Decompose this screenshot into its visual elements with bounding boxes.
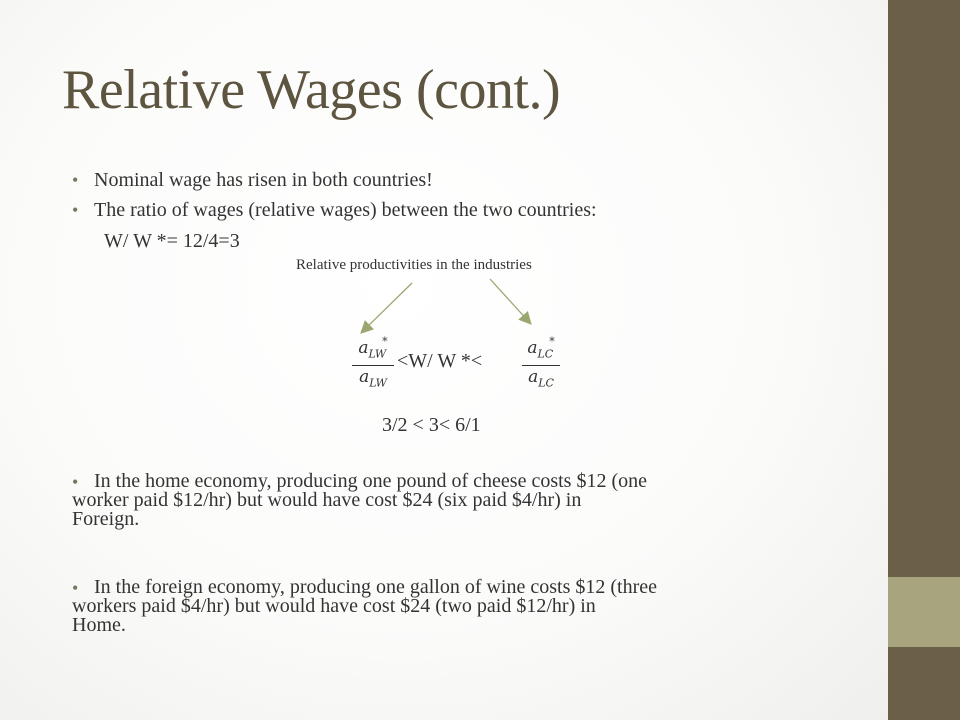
sidebar-light-band: [888, 577, 960, 647]
bullet-dot: •: [72, 200, 79, 220]
right-arrow: [490, 279, 530, 323]
bullet-text: Nominal wage has risen in both countries!: [94, 169, 433, 191]
bullet-dot: •: [72, 578, 79, 598]
left-arrow: [362, 283, 412, 332]
numeric-inequality: 3/2 < 3< 6/1: [382, 414, 481, 436]
sidebar-dark-bottom: [888, 647, 960, 720]
right-fraction: $a_{LC}^*$ $a_{LC}$: [522, 338, 560, 394]
paragraph-text: In the home economy, producing one pound of cheese costs $12 (one worker paid $12/hr) but would have cost $24 (six paid $4/hr) in Foreign.: [72, 470, 647, 530]
annotation-label: Relative productivities in the industries: [296, 257, 532, 273]
wage-ratio-equation: W/ W *= 12/4=3: [104, 230, 240, 252]
bullet-dot: •: [72, 472, 79, 492]
left-fraction: $a_{LW}^*$ $a_{LW}$: [352, 338, 394, 394]
bullet-dot: •: [72, 170, 79, 190]
bullet-text: The ratio of wages (relative wages) between the two countries:: [94, 199, 597, 221]
inequality-middle: <W/ W *<: [397, 350, 483, 372]
paragraph-text: In the foreign economy, producing one gallon of wine costs $12 (three workers paid $4/hr) but would have cost $24 (two paid $12/hr) in Home.: [72, 576, 657, 636]
sidebar-dark-top: [888, 0, 960, 577]
slide-title: Relative Wages (cont.): [62, 59, 561, 121]
